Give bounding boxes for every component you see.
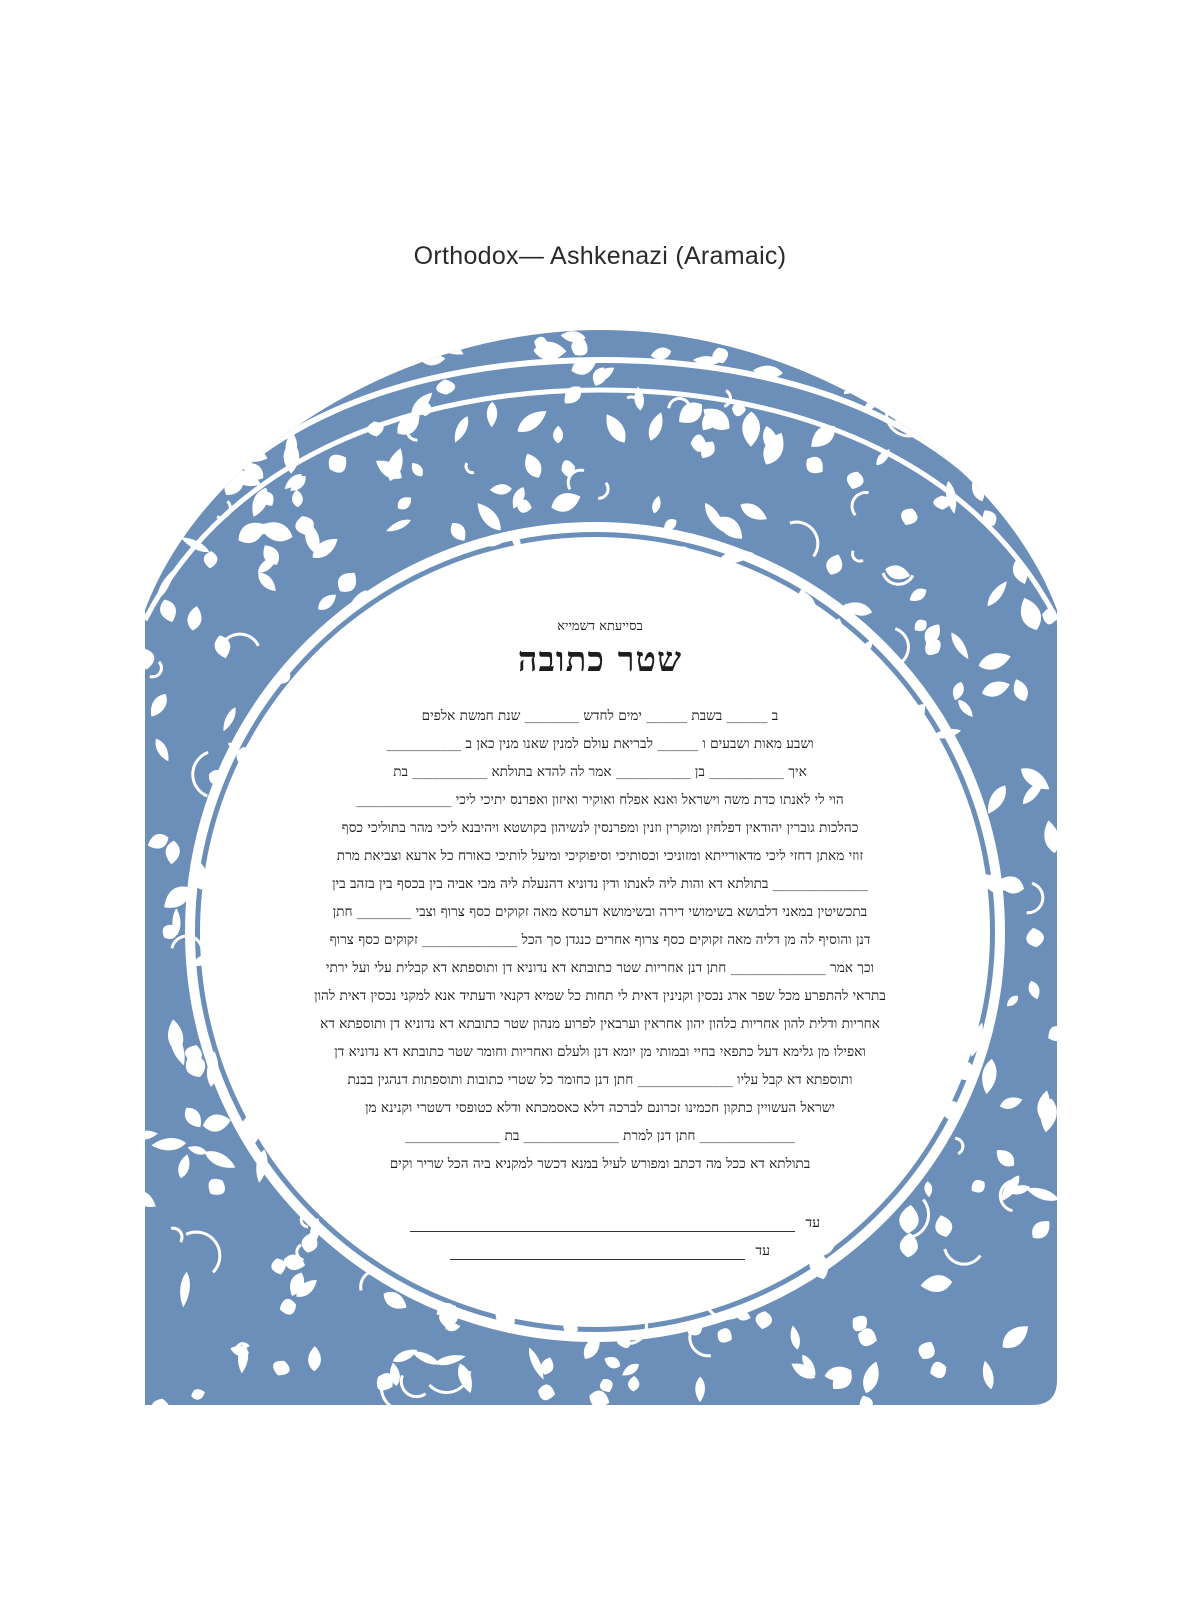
leaf-cutout bbox=[887, 355, 911, 373]
leaf-cutout bbox=[181, 450, 213, 472]
leaf-cutout bbox=[327, 330, 357, 343]
text-line: ______________ בתולתא דא והות ליה לאנתו ודין נדוניא דהנעלת ליה מבי אביה בין בכסף בין בזהב בין bbox=[332, 876, 868, 892]
ketubah-text bbox=[225, 702, 975, 1178]
leaf-cutout bbox=[1036, 545, 1057, 571]
text-line: בתכשיטין במאני דלבושא בשימושי דירה ובשימושא דערסא מאה זקוקים כסף צרוף וצבי ________ חתן bbox=[332, 904, 868, 920]
leaf-cutout bbox=[1002, 409, 1024, 429]
leaf-cutout bbox=[175, 363, 211, 397]
leaf-cutout bbox=[1031, 497, 1055, 525]
leaf-cutout bbox=[145, 504, 170, 533]
leaf-cutout bbox=[220, 430, 232, 461]
text-line: בתולתא דא ככל מה דכתב ומפורש לעיל במנא דכשר למקניא ביה הכל שריר וקים bbox=[389, 1156, 811, 1172]
vine-curl bbox=[1029, 405, 1045, 428]
text-line: אחריות ודלית להון אחריות כלהון יהון אחראין וערבאין לפרוע מנהון שטר כתובתא דא נדוניא דן ותוספתא דא bbox=[320, 1016, 880, 1032]
document-title: שטר כתובה bbox=[517, 640, 683, 680]
leaf-cutout bbox=[1018, 365, 1051, 404]
text-line: ואפילו מן גלימא דעל כתפאי בחיי ובמותי מן יומא דנן ולעלם ואחריות וחומר שטר כתובתא דא נדוניא דן bbox=[334, 1044, 866, 1060]
vine-curl bbox=[161, 507, 179, 534]
text-line: זוזי מאתן דחזי ליכי מדאורייתא ומזוניכי וכסותיכי וסיפוקיכי ומיעל לותיכי כאורח כל ארעא וצביאת מרת bbox=[336, 848, 864, 864]
text-line: ישראל העשויין כתקון חכמינו זכרונם לברכה דלא כאסמכתא ודלא כטופסי דשטרי וקנינא מן bbox=[365, 1100, 835, 1116]
text-line: ב ______ בשבת ______ ימים לחדש ________ שנת חמשת אלפים bbox=[421, 708, 779, 724]
text-line: ושבע מאות ושבעים ו ______ לבריאת עולם למנין שאנו מנין כאן ב ___________ bbox=[386, 736, 814, 752]
leaf-cutout bbox=[400, 330, 429, 348]
leaf-cutout bbox=[998, 471, 1009, 492]
leaf-cutout bbox=[308, 357, 336, 389]
text-line: ______________ חתן דנן למרת ______________ בת ______________ bbox=[405, 1128, 795, 1144]
leaf-cutout bbox=[145, 356, 174, 367]
leaf-cutout bbox=[837, 332, 870, 353]
vine-curl bbox=[889, 376, 907, 394]
witness-2-row bbox=[225, 1232, 770, 1260]
vine-curl bbox=[844, 348, 866, 393]
witness-2-signature-line[interactable] bbox=[450, 1243, 745, 1260]
text-line: וכך אמר ______________ חתן דנן אחריות שטר כתובתא דא נדוניא דן ותוספתא דא קבלית עלי ועל ירתי bbox=[325, 960, 875, 976]
leaf-cutout bbox=[1011, 417, 1032, 444]
text-line: בתראי להתפרע מכל שפר ארג נכסין וקנינין דאית לי תחות כל שמיא דקנאי ודעתיד אנא למקני נכסין דאית להון bbox=[314, 988, 886, 1004]
vine-curl bbox=[1036, 336, 1052, 349]
witness-1-signature-line[interactable] bbox=[410, 1215, 795, 1232]
leaf-cutout bbox=[145, 462, 159, 477]
leaf-cutout bbox=[1045, 343, 1057, 360]
ketubah-text-area bbox=[225, 600, 975, 1300]
leaf-cutout bbox=[202, 472, 225, 491]
text-line: דנן והוסיף לה מן דליה מאה זקוקים כסף צרוף אחרים כנגדן סך הכל ______________ זקוקים כסף צרוף bbox=[329, 932, 871, 948]
witness-label: עד bbox=[755, 1243, 770, 1259]
page-caption: Orthodox— Ashkenazi (Aramaic) bbox=[413, 242, 787, 270]
leaf-cutout bbox=[740, 334, 757, 347]
leaf-cutout bbox=[222, 338, 240, 355]
leaf-cutout bbox=[215, 385, 229, 405]
witness-signatures bbox=[225, 1204, 975, 1260]
leaf-cutout bbox=[1026, 331, 1049, 345]
leaf-cutout bbox=[990, 343, 1027, 374]
text-line: ותוספתא דא קבל עליו ______________ חתן דנן כחומר כל שטרי כתובות ותוספתות דנהגין בבנת bbox=[347, 1072, 853, 1088]
leaf-cutout bbox=[1028, 330, 1045, 337]
leaf-cutout bbox=[215, 458, 237, 480]
leaf-cutout bbox=[292, 330, 315, 356]
witness-1-row bbox=[225, 1204, 820, 1232]
leaf-cutout bbox=[191, 330, 223, 344]
leaf-cutout bbox=[255, 346, 268, 378]
leaf-cutout bbox=[204, 375, 232, 401]
text-line: איך ___________ בן ___________ אמר לה להדא בתולתא ___________ בת bbox=[393, 764, 807, 780]
leaf-cutout bbox=[973, 426, 998, 459]
witness-label: עד bbox=[805, 1215, 820, 1231]
invocation: בסייעתא דשמייא bbox=[557, 619, 643, 634]
text-line: כהלכות גוברין יהודאין דפלחין ומוקרין וזנין ומפרנסין לנשיהון בקושטא ויהיבנא ליכי מהר בתוליכי כסף bbox=[341, 820, 859, 836]
leaf-cutout bbox=[299, 352, 337, 390]
leaf-cutout bbox=[788, 341, 809, 358]
text-line: הוי לי לאנתו כדת משה וישראל ואנא אפלח ואוקיר ואיזון ואפרנס יתיכי ליכי ______________ bbox=[356, 792, 844, 808]
leaf-cutout bbox=[216, 367, 254, 401]
